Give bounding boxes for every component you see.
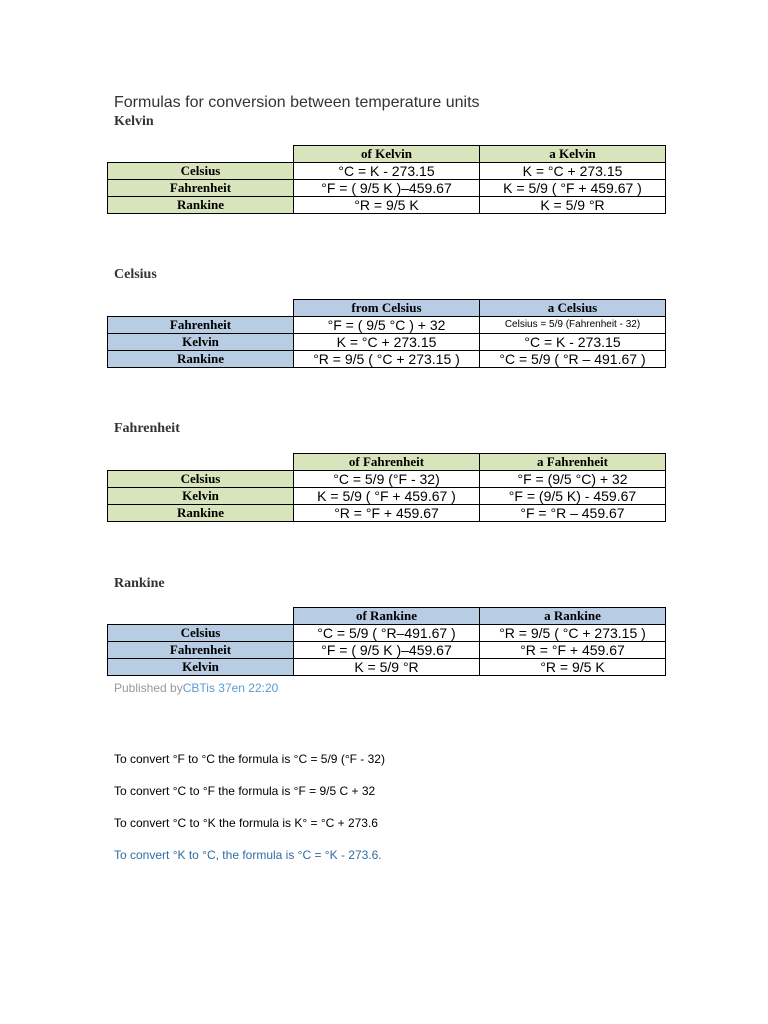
table-row (108, 642, 666, 659)
formula-cell: °F = (9/5 °C) + 32 (480, 471, 666, 488)
section-title-celsius: Celsius (114, 267, 157, 282)
table-row (108, 197, 666, 214)
table-row (108, 163, 666, 180)
section-title-fahrenheit: Fahrenheit (114, 421, 180, 436)
table-header-row (108, 454, 666, 471)
formula-cell: °R = °F + 459.67 (480, 642, 666, 659)
table-header-row (108, 146, 666, 163)
formula-cell: °R = 9/5 K (480, 659, 666, 676)
kelvin-table (107, 145, 666, 214)
published-prefix: Published by (114, 681, 183, 695)
formula-cell: °F = ( 9/5 K )–459.67 (294, 642, 480, 659)
column-header: a Rankine (480, 608, 666, 625)
table-row (108, 471, 666, 488)
formula-cell: °F = ( 9/5 K )–459.67 (294, 180, 480, 197)
row-header: Rankine (108, 351, 294, 368)
row-header: Celsius (108, 471, 294, 488)
table-row (108, 334, 666, 351)
row-header: Rankine (108, 505, 294, 522)
author-link[interactable]: CBTis 37en 22:20 (182, 681, 279, 695)
table-row (108, 659, 666, 676)
formula-cell: °R = °F + 459.67 (294, 505, 480, 522)
row-header: Celsius (108, 163, 294, 180)
column-header: of Rankine (294, 608, 480, 625)
column-header: of Fahrenheit (294, 454, 480, 471)
page-title: Formulas for conversion between temperature units (114, 94, 480, 111)
table-row (108, 351, 666, 368)
table-header-row (108, 300, 666, 317)
column-header: a Celsius (480, 300, 666, 317)
table-row (108, 625, 666, 642)
formula-cell: °F = °R – 459.67 (480, 505, 666, 522)
table-row (108, 180, 666, 197)
blank-cell (108, 300, 294, 317)
conversion-note: To convert °F to °C the formula is °C = 5/9 (°F - 32) (114, 752, 385, 766)
formula-cell: K = °C + 273.15 (480, 163, 666, 180)
conversion-note: To convert °K to °C, the formula is °C = °K - 273.6. (114, 848, 382, 862)
formula-cell: °C = 5/9 (°F - 32) (294, 471, 480, 488)
formula-cell: °F = (9/5 K) - 459.67 (480, 488, 666, 505)
formula-cell: °C = 5/9 ( °R – 491.67 ) (480, 351, 666, 368)
formula-cell: °C = K - 273.15 (294, 163, 480, 180)
section-title-rankine: Rankine (114, 576, 165, 591)
table-row (108, 317, 666, 334)
formula-cell: °C = K - 273.15 (480, 334, 666, 351)
row-header: Kelvin (108, 488, 294, 505)
formula-cell: K = 5/9 °R (480, 197, 666, 214)
table-row (108, 488, 666, 505)
row-header: Fahrenheit (108, 642, 294, 659)
published-by (114, 681, 278, 695)
formula-cell: K = 5/9 ( °F + 459.67 ) (480, 180, 666, 197)
formula-cell: K = 5/9 ( °F + 459.67 ) (294, 488, 480, 505)
blank-cell (108, 146, 294, 163)
celsius-table (107, 299, 666, 368)
row-header: Kelvin (108, 659, 294, 676)
row-header: Fahrenheit (108, 317, 294, 334)
blank-cell (108, 608, 294, 625)
formula-cell: °F = ( 9/5 °C ) + 32 (294, 317, 480, 334)
table-header-row (108, 608, 666, 625)
column-header: a Fahrenheit (480, 454, 666, 471)
blank-cell (108, 454, 294, 471)
rankine-table (107, 607, 666, 676)
table-row (108, 505, 666, 522)
formula-cell: °R = 9/5 ( °C + 273.15 ) (480, 625, 666, 642)
row-header: Kelvin (108, 334, 294, 351)
formula-cell: °R = 9/5 ( °C + 273.15 ) (294, 351, 480, 368)
row-header: Celsius (108, 625, 294, 642)
fahrenheit-table (107, 453, 666, 522)
formula-cell: K = °C + 273.15 (294, 334, 480, 351)
conversion-note: To convert °C to °K the formula is K° = °C + 273.6 (114, 816, 378, 830)
section-title-kelvin: Kelvin (114, 114, 154, 129)
formula-cell: °C = 5/9 ( °R–491.67 ) (294, 625, 480, 642)
formula-cell: Celsius = 5/9 (Fahrenheit - 32) (480, 317, 666, 334)
formula-cell: K = 5/9 °R (294, 659, 480, 676)
column-header: a Kelvin (480, 146, 666, 163)
column-header: from Celsius (294, 300, 480, 317)
row-header: Fahrenheit (108, 180, 294, 197)
column-header: of Kelvin (294, 146, 480, 163)
formula-cell: °R = 9/5 K (294, 197, 480, 214)
conversion-note: To convert °C to °F the formula is °F = 9/5 C + 32 (114, 784, 376, 798)
row-header: Rankine (108, 197, 294, 214)
